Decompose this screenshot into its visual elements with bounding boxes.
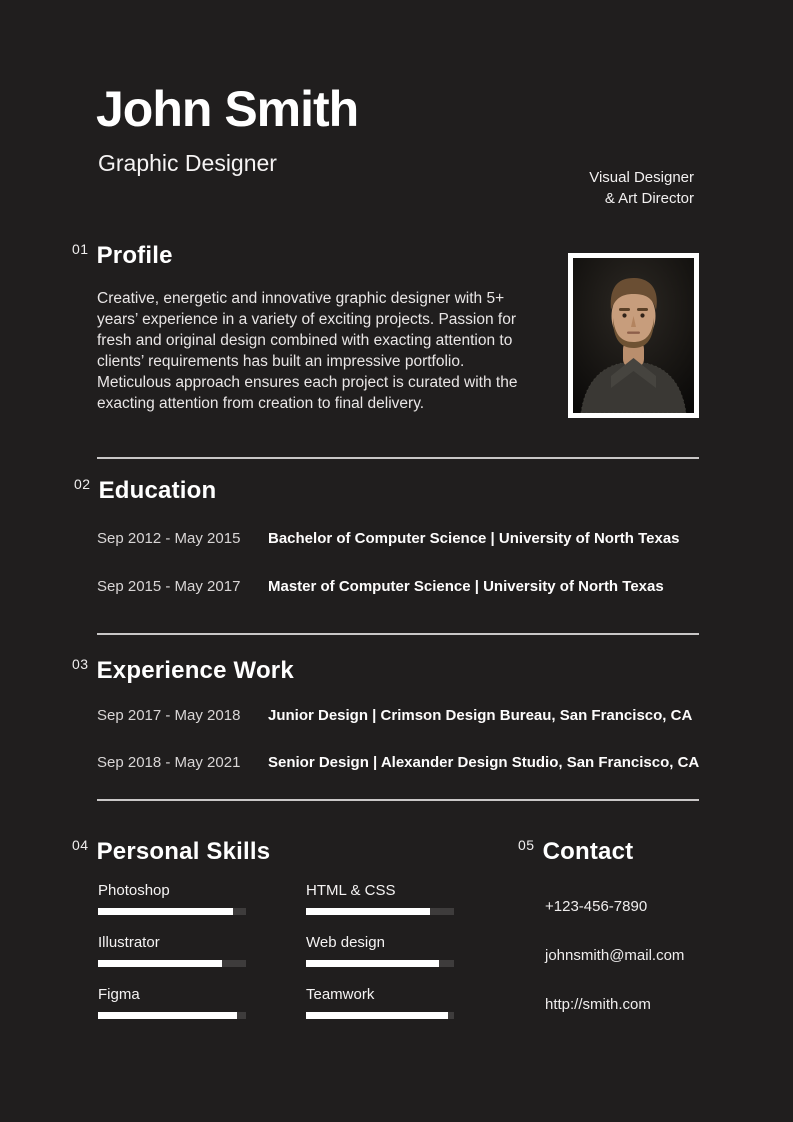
skill-bar-fill — [98, 908, 233, 915]
education-dates: Sep 2012 - May 2015 — [97, 530, 241, 547]
person-name: John Smith — [96, 81, 359, 137]
skill-bar — [306, 960, 454, 967]
education-entry — [97, 530, 680, 547]
section-title: Education — [98, 477, 217, 504]
skill-bar-fill — [98, 960, 222, 967]
skill-bar-fill — [306, 960, 439, 967]
skill-item — [306, 986, 456, 1019]
section-number: 05 — [518, 837, 535, 853]
section-heading-experience — [72, 657, 294, 685]
skills-column-left — [98, 882, 248, 1038]
contact-list — [545, 898, 684, 1045]
skill-bar-fill — [98, 1012, 237, 1019]
portrait-photo — [573, 258, 694, 413]
skill-label: Illustrator — [98, 934, 160, 951]
section-title: Personal Skills — [96, 838, 271, 865]
section-divider — [97, 457, 699, 459]
contact-phone: +123-456-7890 — [545, 898, 648, 915]
section-heading-skills — [72, 838, 270, 866]
section-title: Experience Work — [96, 657, 294, 684]
skill-item — [306, 934, 456, 967]
experience-role: Senior Design | Alexander Design Studio, San Francisco, CA — [268, 754, 700, 771]
experience-entry — [97, 754, 699, 771]
section-heading-profile — [72, 242, 173, 270]
tagline-line-1: Visual Designer — [589, 169, 694, 186]
skill-bar — [306, 1012, 454, 1019]
section-divider — [97, 633, 699, 635]
contact-website: http://smith.com — [545, 996, 651, 1013]
skill-item — [98, 882, 248, 915]
skill-label: HTML & CSS — [306, 882, 396, 899]
experience-dates: Sep 2018 - May 2021 — [97, 754, 241, 771]
skill-bar — [306, 908, 454, 915]
section-number: 02 — [74, 476, 91, 492]
section-title: Profile — [96, 242, 173, 269]
header-tagline — [589, 167, 694, 209]
education-degree: Master of Computer Science | University of North Texas — [268, 578, 664, 595]
section-number: 04 — [72, 837, 89, 853]
skills-column-right — [306, 882, 456, 1038]
skill-bar — [98, 960, 246, 967]
skill-item — [98, 986, 248, 1019]
skill-label: Teamwork — [306, 986, 375, 1003]
skill-label: Web design — [306, 934, 385, 951]
skill-item — [306, 882, 456, 915]
experience-entry — [97, 707, 692, 724]
profile-photo — [568, 253, 699, 418]
section-number: 01 — [72, 241, 89, 257]
section-heading-contact — [518, 838, 633, 866]
section-heading-education — [74, 477, 216, 505]
section-number: 03 — [72, 656, 89, 672]
job-title: Graphic Designer — [98, 150, 277, 176]
section-title: Contact — [542, 838, 634, 865]
contact-email: johnsmith@mail.com — [545, 947, 685, 964]
skill-bar — [98, 908, 246, 915]
education-dates: Sep 2015 - May 2017 — [97, 578, 241, 595]
experience-dates: Sep 2017 - May 2018 — [97, 707, 241, 724]
section-divider — [97, 799, 699, 801]
skill-label: Photoshop — [98, 882, 170, 899]
skill-label: Figma — [98, 986, 140, 1003]
profile-summary: Creative, energetic and innovative graphic designer with 5+ years’ experience in a variety of exciting projects. Passion for fresh and original design combined with exacting attention to clients’ requirements has built an impressive portfolio. Meticulous approach ensures each project is curated with the exacting attention from creation to final delivery. — [97, 290, 518, 412]
skill-bar-fill — [306, 908, 430, 915]
skill-item — [98, 934, 248, 967]
skill-bar — [98, 1012, 246, 1019]
tagline-line-2: & Art Director — [604, 190, 694, 207]
experience-role: Junior Design | Crimson Design Bureau, San Francisco, CA — [268, 707, 693, 724]
education-degree: Bachelor of Computer Science | University of North Texas — [268, 530, 680, 547]
skill-bar-fill — [306, 1012, 448, 1019]
education-entry — [97, 578, 664, 595]
